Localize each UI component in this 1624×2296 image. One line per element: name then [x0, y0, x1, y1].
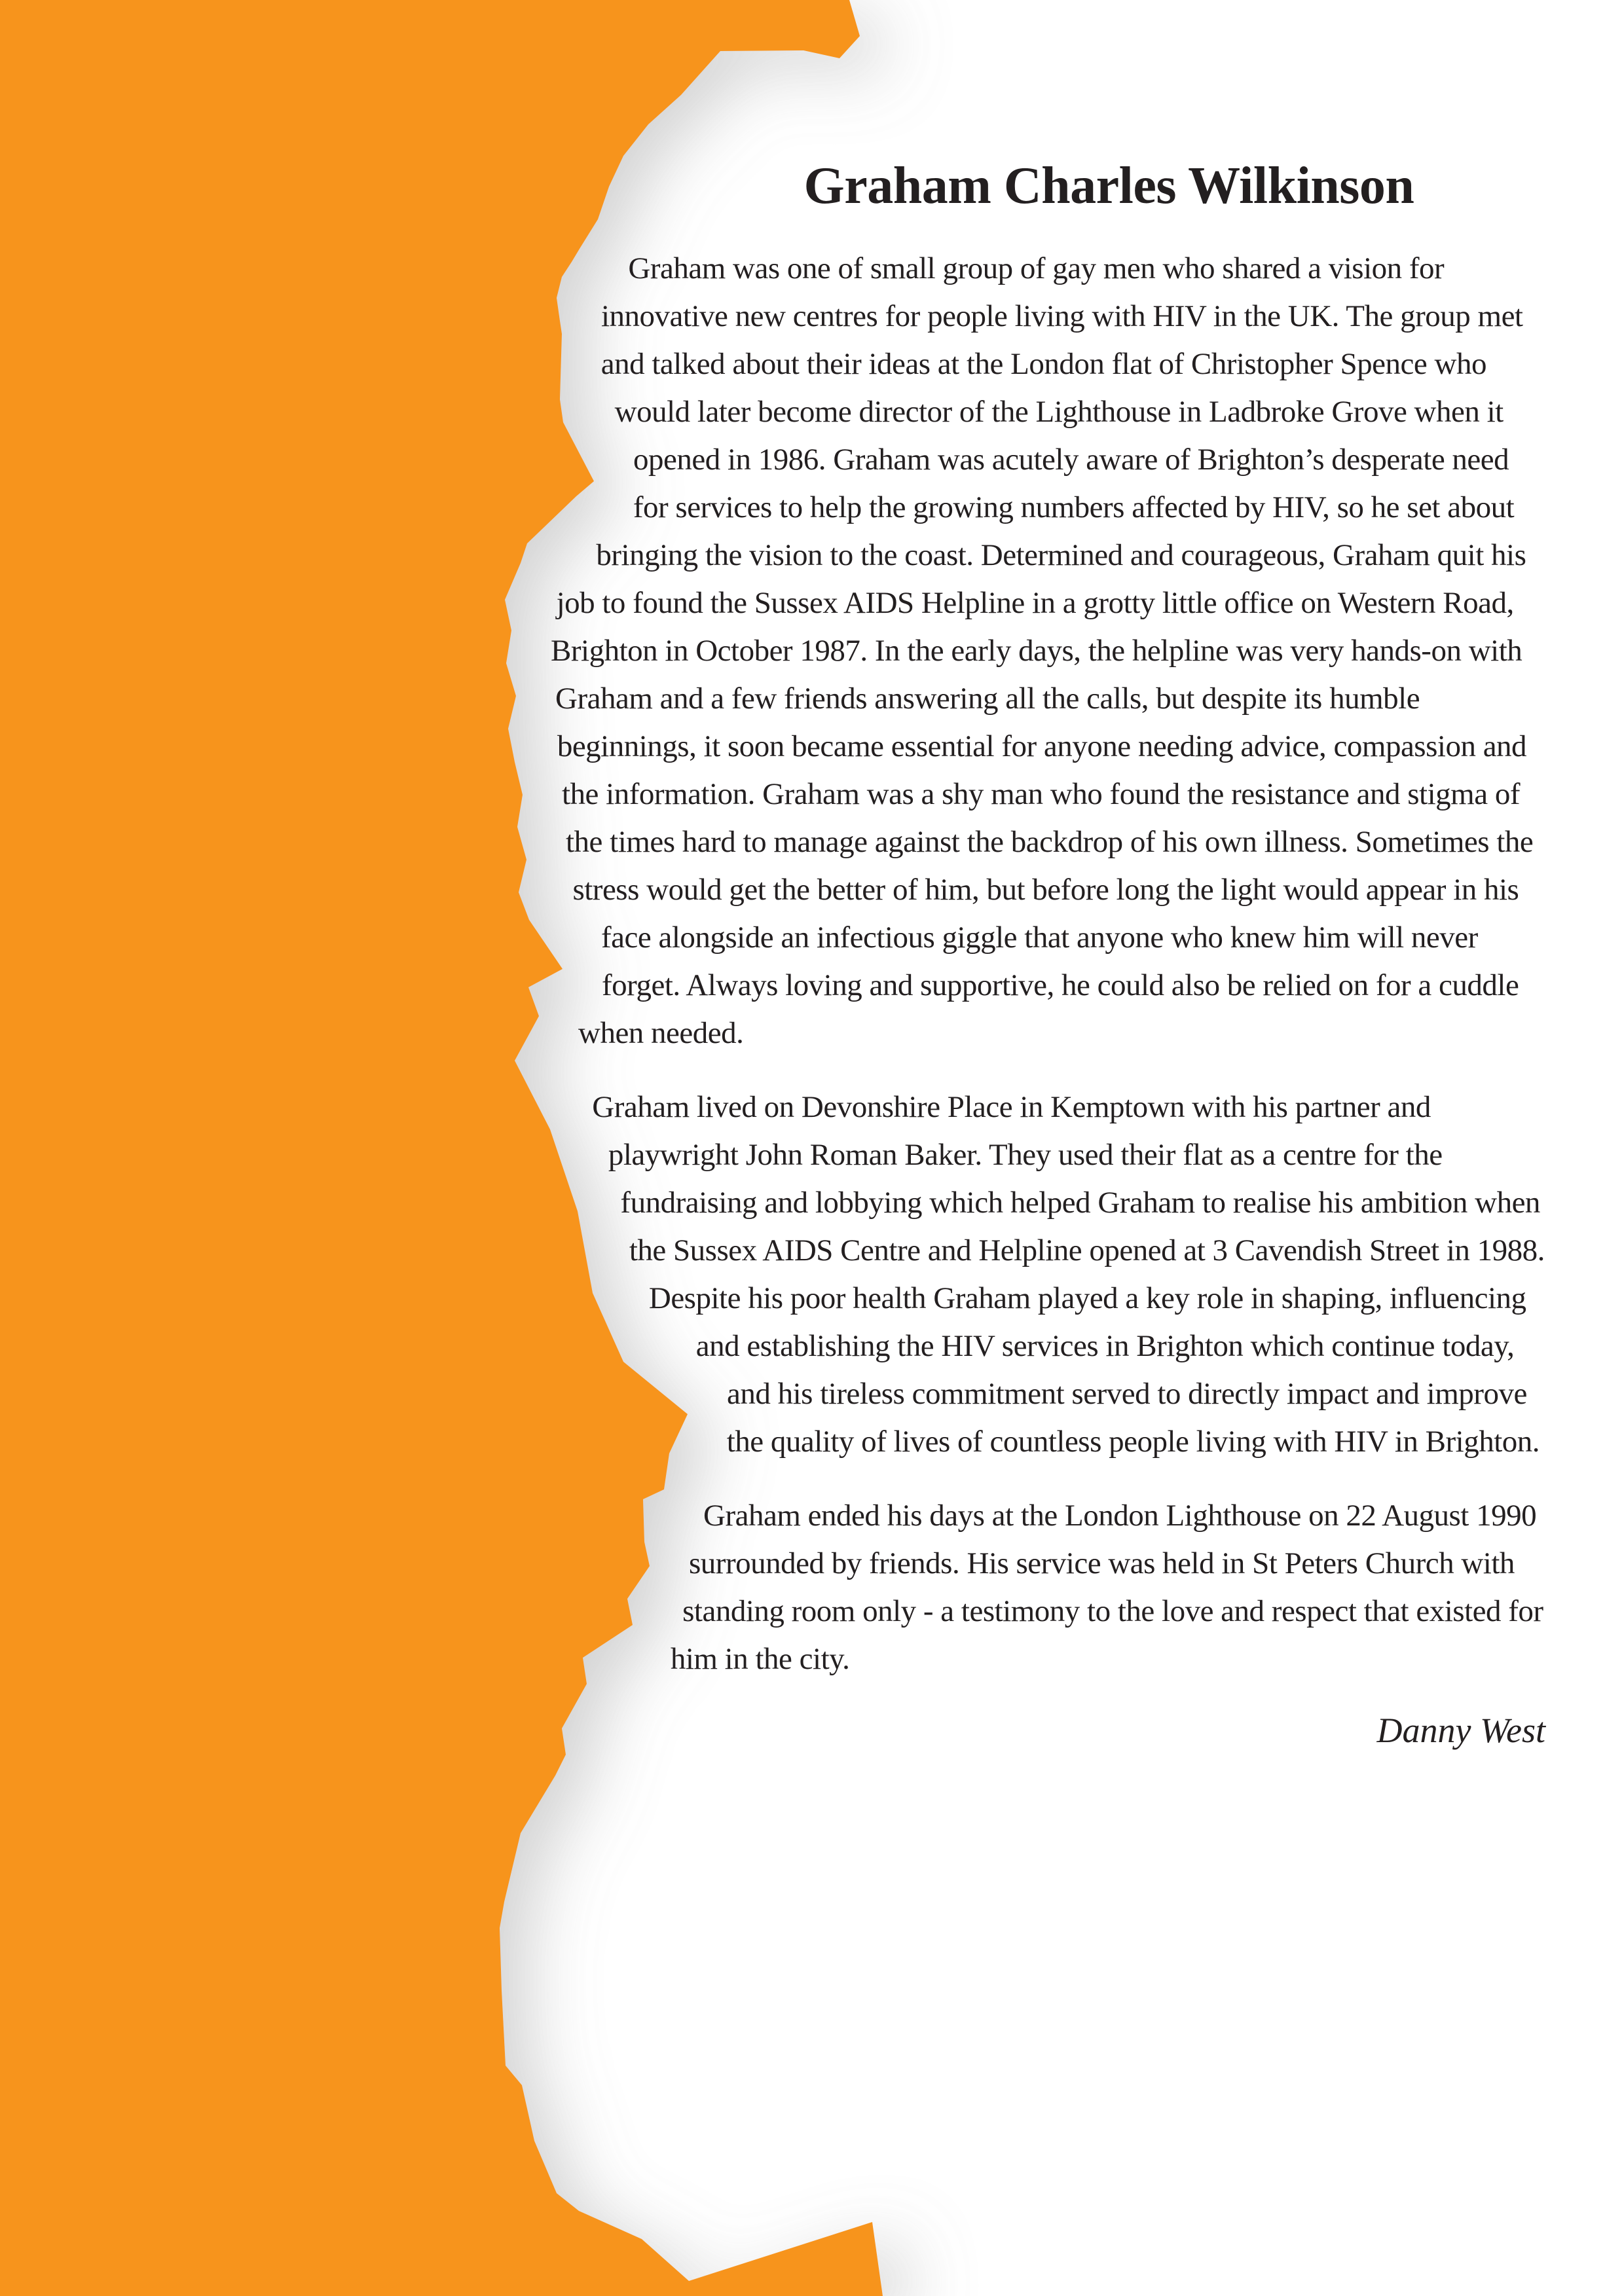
author-signature: Danny West — [1376, 1711, 1545, 1750]
obituary-paragraph-3: Graham ended his days at the London Lighthouse on 22 August 1990 surrounded by friends. His service was held in St Peters Church with standing room only - a testimony to the love and respect that existed for him in the city. — [670, 1499, 1543, 1676]
page-title: Graham Charles Wilkinson — [803, 157, 1414, 215]
obituary-paragraph-2: Graham lived on Devonshire Place in Kemptown with his partner and playwright John Roman Baker. They used their flat as a centre for the fundraising and lobbying which helped Graham to realise his ambition when the Sussex AIDS Centre and Helpline opened at 3 Cavendish Street in 1988. Despite his poor health Graham played a key role in shaping, influencing and establishing the HIV services in Brighton which continue today, and his tireless commitment served to directly impact and improve the quality of lives of countless people living with HIV in Brighton. — [592, 1090, 1545, 1459]
obituary-paragraph-1: Graham was one of small group of gay men who shared a vision for innovative new centres for people living with HIV in the UK. The group met and talked about their ideas at the London flat of Christopher Spence who would later become director of the Lighthouse in Ladbroke Grove when it opened in 1986. Graham was acutely aware of Brighton’s desperate need for services to help the growing numbers affected by HIV, so he set about bringing the vision to the coast. Determined and courageous, Graham quit his job to found the Sussex AIDS Helpline in a grotty little office on Western Road, Brighton in October 1987. In the early days, the helpline was very hands-on with Graham and a few friends answering all the calls, but despite its humble beginnings, it soon became essential for anyone needing advice, compassion and the information. Graham was a shy man who found the resistance and stigma of the times hard to manage against the backdrop of his own illness. Sometimes the stress would get the better of him, but before long the light would appear in his face alongside an infectious giggle that anyone who knew him will never forget. Always loving and supportive, he could also be relied on for a cuddle when needed. — [551, 251, 1534, 1050]
